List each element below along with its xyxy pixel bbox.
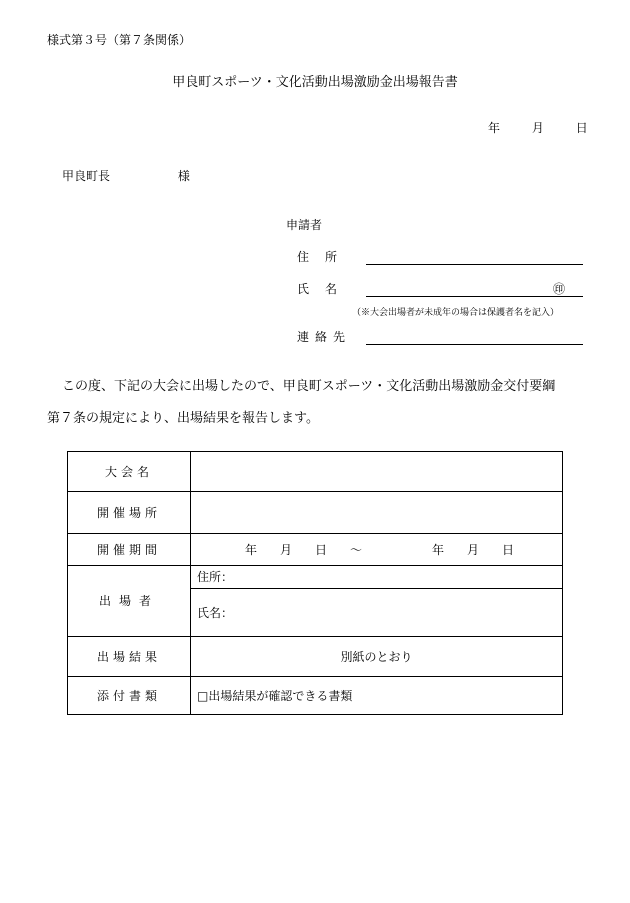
date-month: 月 [531, 121, 544, 135]
participant-label: 出場者 [68, 566, 191, 637]
addressee-honorific: 様 [177, 169, 190, 183]
report-table [67, 451, 563, 715]
document-title: 甲良町スポーツ・文化活動出場激励金出場報告書 [172, 75, 458, 90]
participant-name-field[interactable]: 氏名： [191, 589, 563, 637]
venue-label: 開催場所 [68, 492, 191, 534]
applicant-heading: 申請者 [286, 218, 323, 232]
participant-address-field[interactable]: 住所： [191, 566, 563, 589]
body-text-line-2: 第７条の規定により、出場結果を報告します。 [47, 411, 319, 426]
period-label: 開催期間 [68, 534, 191, 566]
name-field[interactable] [366, 296, 583, 297]
date-line [488, 122, 588, 134]
event-name-field[interactable] [191, 452, 563, 492]
period-tilde: ～ [350, 542, 363, 557]
name-label: 氏 名 [297, 282, 340, 296]
minor-note: （※大会出場者が未成年の場合は保護者名を記入） [352, 308, 560, 318]
contact-field[interactable] [366, 344, 583, 345]
period-field[interactable] [191, 534, 563, 566]
addressee [62, 170, 190, 182]
form-number: 様式第３号（第７条関係） [47, 33, 192, 47]
period-start-year: 年 [245, 542, 258, 557]
period-end-year: 年 [431, 542, 444, 557]
period-start-day: 日 [315, 542, 328, 557]
addressee-name: 甲良町長 [62, 169, 111, 183]
venue-field[interactable] [191, 492, 563, 534]
event-name-label: 大会名 [68, 452, 191, 492]
result-value: 別紙のとおり [191, 637, 563, 677]
date-year: 年 [488, 121, 501, 135]
result-label: 出場結果 [68, 637, 191, 677]
address-label: 住 所 [297, 250, 340, 264]
attachments-label: 添付書類 [68, 677, 191, 715]
attachment-checkbox-item[interactable]: □出場結果が確認できる書類 [191, 677, 563, 715]
date-day: 日 [575, 121, 588, 135]
contact-label: 連絡先 [297, 330, 352, 344]
seal-mark: ㊞ [553, 282, 566, 296]
period-end-day: 日 [501, 542, 514, 557]
period-end-month: 月 [466, 542, 479, 557]
address-field[interactable] [366, 264, 583, 265]
body-text-line-1: この度、下記の大会に出場したので、甲良町スポーツ・文化活動出場激励金交付要綱 [62, 379, 556, 394]
period-start-month: 月 [280, 542, 293, 557]
